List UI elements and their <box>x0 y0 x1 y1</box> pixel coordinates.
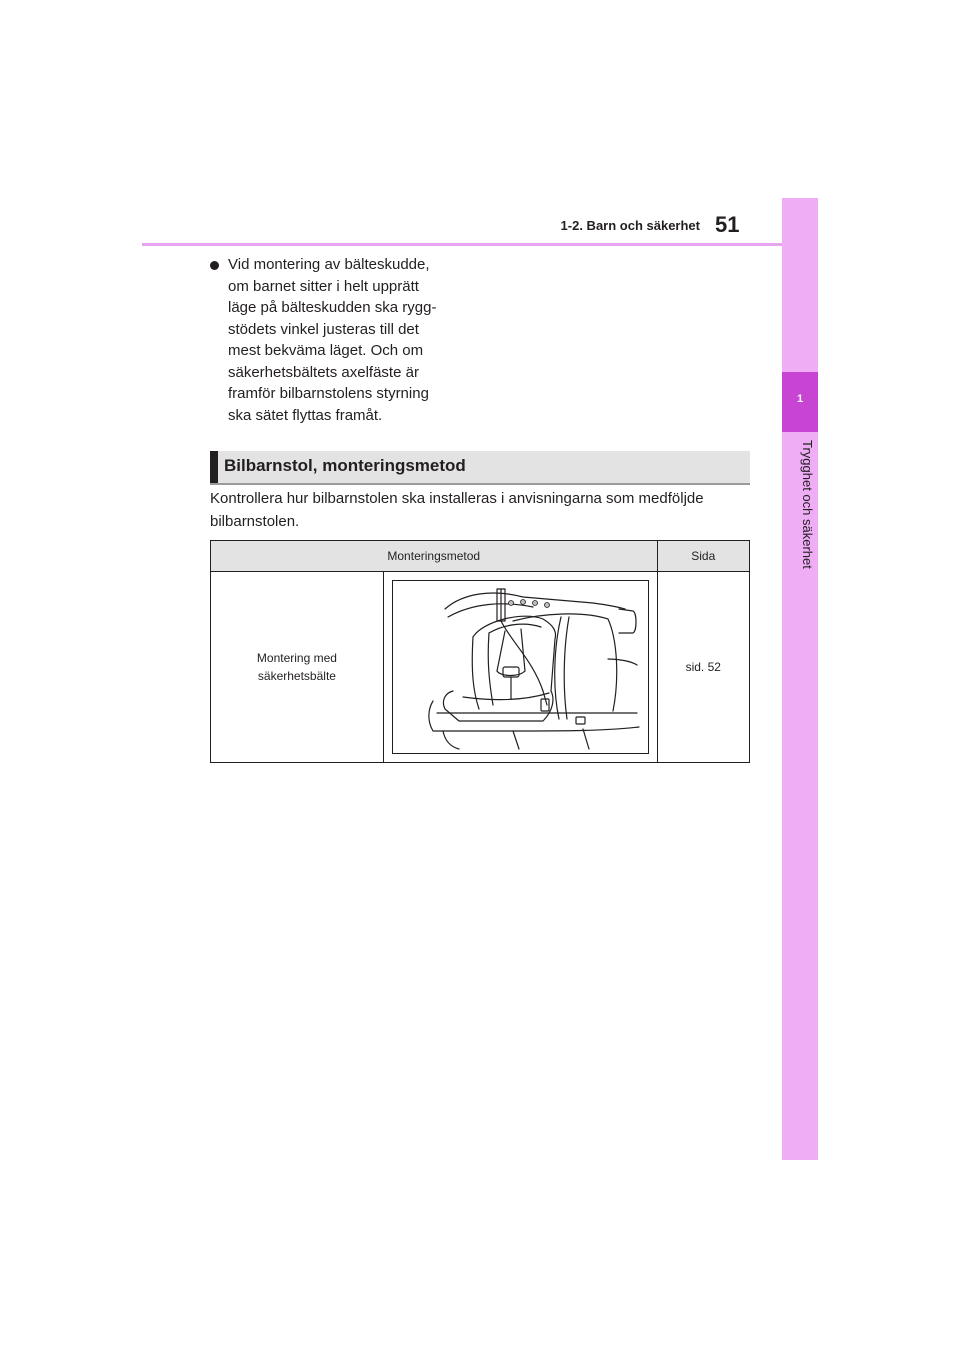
child-seat-seatbelt-illustration <box>392 580 649 754</box>
page-reference-cell: sid. 52 <box>657 572 750 763</box>
running-header: 1-2. Barn och säkerhet <box>560 218 700 233</box>
chapter-side-tab <box>782 198 818 1160</box>
chapter-number: 1 <box>796 393 804 405</box>
installation-method-table <box>210 540 750 763</box>
bullet-item <box>210 254 480 426</box>
page-number: 51 <box>715 212 740 237</box>
column-header-page: Sida <box>657 541 750 572</box>
section-heading-text: Bilbarnstol, monteringsmetod <box>224 456 466 475</box>
method-cell <box>211 572 384 763</box>
column-header-method: Monteringsmetod <box>211 541 658 572</box>
illustration-cell <box>383 572 657 763</box>
section-heading <box>210 451 750 483</box>
section-heading-rule <box>210 483 750 485</box>
table-header-row <box>211 541 750 572</box>
bullet-text: Vid montering av bälteskudde, om barnet sitter i helt upprätt läge på bälteskudden ska rygg- stödets vinkel justeras till det mest bekväma läget. Och om säkerhetsbältets axelfäste är framför bilbarnstolens styrning ska sätet flyttas framåt. <box>228 256 437 424</box>
chapter-title: Trygghet och säkerhet <box>800 440 815 569</box>
intro-paragraph: Kontrollera hur bilbarnstolen ska installeras i anvisningarna som medföljde bilbarnstolen. <box>210 490 704 530</box>
bullet-icon <box>210 261 219 270</box>
method-label-line2: säkerhetsbälte <box>257 669 336 683</box>
table-row <box>211 572 750 763</box>
header-rule <box>142 243 782 246</box>
method-label-line1: Montering med <box>256 651 337 665</box>
